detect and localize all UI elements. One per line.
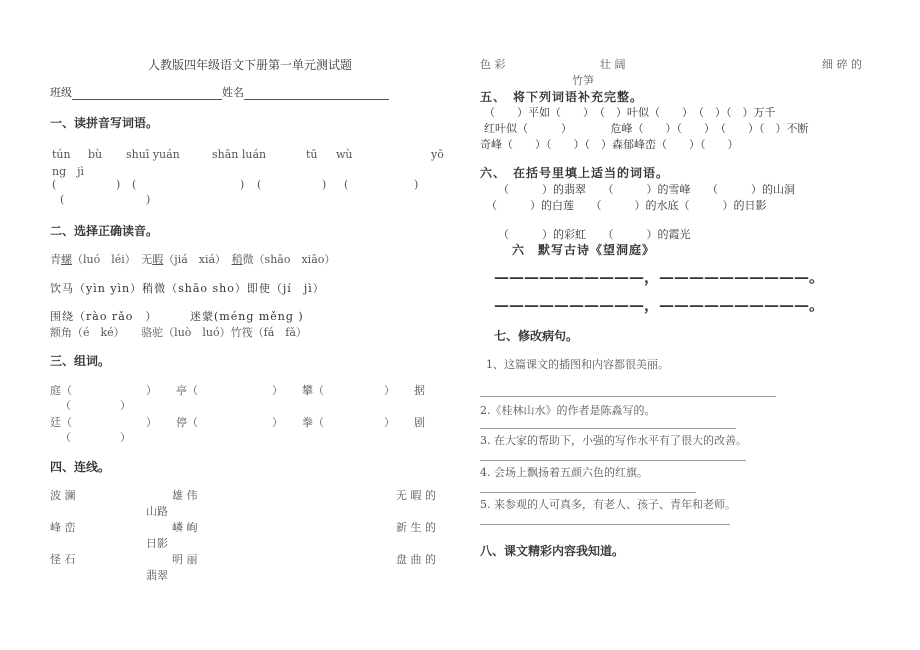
match-mid[interactable]: 明 丽 — [172, 553, 198, 566]
sentence-4: 4. 会场上飘扬着五颜六色的红旗。 — [480, 466, 648, 479]
word-cell: ） — [120, 399, 131, 412]
match-left[interactable]: 怪 石 — [50, 553, 76, 566]
s6-row2[interactable]: （ ）的白莲 （ ）的水底（ ）的日影 — [486, 199, 767, 212]
word-cell: （ — [60, 399, 71, 412]
answer-blank[interactable]: ( — [257, 178, 262, 191]
match-left[interactable]: 波 澜 — [50, 489, 76, 502]
word-cell: 停（ — [176, 416, 198, 429]
match-right[interactable]: 新 生 的 — [396, 521, 436, 534]
match-continued-a[interactable]: 色 彩 — [480, 58, 506, 71]
match-mid[interactable]: 雄 伟 — [172, 489, 198, 502]
pinyin-wrap: ng jì — [52, 165, 85, 178]
answer-blank: ) — [414, 178, 419, 191]
answer-line[interactable] — [480, 524, 730, 525]
s2-line3a: 围绕（rào rǎo ） — [50, 310, 158, 323]
match-continued-c[interactable]: 细 碎 的 — [822, 58, 862, 71]
s2-line4: 额角（é ké） 骆驼（luò luó）竹筏（fá fǎ） — [50, 326, 307, 339]
section8-heading: 八、课文精彩内容我知道。 — [480, 544, 625, 558]
answer-blank: ) — [146, 193, 151, 206]
word-cell: ） — [120, 431, 131, 444]
section4-heading: 四、连线。 — [50, 460, 111, 474]
page-title: 人教版四年级语文下册第一单元测试题 — [148, 58, 353, 72]
s2-line3b: 迷蒙(méng měng ) — [190, 310, 304, 323]
sentence-1: 1、这篇课文的插图和内容都很美丽。 — [486, 358, 669, 371]
poem-heading: 六 默写古诗《望洞庭》 — [512, 243, 656, 257]
answer-blank[interactable]: ( — [52, 178, 57, 191]
pinyin-1: tún — [52, 148, 71, 161]
class-field[interactable] — [72, 87, 222, 100]
section5-heading: 五、 将下列词语补充完整。 — [480, 90, 644, 104]
pinyin-6: wù — [336, 148, 353, 161]
s5-row1[interactable]: （ ）平如（ ） （ ）叶似（ ） （ ）（ ）万千 — [484, 106, 776, 119]
match-mid-wrap: 翡翠 — [146, 569, 168, 582]
match-continued-d: 竹笋 — [572, 74, 594, 87]
match-continued-b[interactable]: 壮 阔 — [600, 58, 626, 71]
pinyin-7: yō — [431, 148, 444, 161]
match-right[interactable]: 无 暇 的 — [396, 489, 436, 502]
answer-line[interactable] — [480, 460, 746, 461]
answer-blank[interactable]: ( — [60, 193, 65, 206]
answer-blank: ) — [116, 178, 121, 191]
pinyin-4: shān luán — [212, 148, 267, 161]
s5-row2[interactable]: 红叶似（ ） 危峰（ ）（ ） （ ）（ ）不断 — [484, 122, 809, 135]
section2-heading: 二、选择正确读音。 — [50, 224, 159, 238]
answer-line[interactable] — [480, 492, 696, 493]
poem-line-1[interactable]: ——————————，——————————。 — [494, 268, 825, 286]
answer-blank[interactable]: ( — [344, 178, 349, 191]
word-cell: ） — [146, 416, 157, 429]
s6-row1[interactable]: （ ）的翡翠 （ ）的雪峰 （ ）的山洞 — [498, 183, 795, 196]
answer-line[interactable] — [480, 428, 736, 429]
class-label: 班级 — [50, 86, 72, 99]
name-field[interactable] — [244, 87, 389, 100]
answer-blank: ) — [240, 178, 245, 191]
match-mid-wrap: 山路 — [146, 505, 168, 518]
word-cell: ） — [384, 416, 395, 429]
word-cell: ） — [384, 384, 395, 397]
s5-row3[interactable]: 奇峰（ ）（ ）（ ）森郁峰峦（ ）（ ） — [480, 138, 739, 151]
word-cell: 剧 — [414, 416, 425, 429]
match-left[interactable]: 峰 峦 — [50, 521, 76, 534]
word-cell: 亭（ — [176, 384, 198, 397]
word-cell: 攀（ — [302, 384, 324, 397]
word-cell: ） — [146, 384, 157, 397]
word-cell: ） — [272, 416, 283, 429]
answer-blank[interactable]: ( — [132, 178, 137, 191]
sentence-3: 3. 在大家的帮助下，小强的写作水平有了很大的改善。 — [480, 434, 747, 447]
word-cell: （ — [60, 431, 71, 444]
section1-heading: 一、读拼音写词语。 — [50, 116, 159, 130]
s6-row3[interactable]: （ ）的彩虹 （ ）的霞光 — [498, 228, 691, 241]
s2-line1: 青螺（luó léi） 无暇（jiá xiá） 稍微（shāo xiāo） — [50, 253, 336, 266]
section7-heading: 七、修改病句。 — [494, 329, 579, 343]
match-mid[interactable]: 嶙 峋 — [172, 521, 198, 534]
word-cell: 廷（ — [50, 416, 72, 429]
word-cell: 据 — [414, 384, 425, 397]
name-label: 姓名 — [222, 86, 244, 99]
answer-blank: ) — [322, 178, 327, 191]
s2-line2: 饮马（yìn yìn）稍微（shāo sho）即使（jí jì） — [50, 282, 325, 295]
class-name-line — [50, 84, 389, 100]
sentence-5: 5. 来参观的人可真多，有老人、孩子、青年和老师。 — [480, 498, 736, 511]
pinyin-5: tū — [306, 148, 318, 161]
match-mid-wrap: 日影 — [146, 537, 168, 550]
word-cell: 拳（ — [302, 416, 324, 429]
match-right[interactable]: 盘 曲 的 — [396, 553, 436, 566]
poem-line-2[interactable]: ——————————，——————————。 — [494, 296, 825, 314]
answer-line[interactable] — [480, 396, 776, 397]
word-cell: 庭（ — [50, 384, 72, 397]
pinyin-3: shuī yuán — [126, 148, 180, 161]
word-cell: ） — [272, 384, 283, 397]
sentence-2: 2.《桂林山水》的作者是陈淼写的。 — [480, 404, 656, 417]
section3-heading: 三、组词。 — [50, 354, 111, 368]
section6-heading: 六、 在括号里填上适当的词语。 — [480, 166, 670, 180]
pinyin-2: bù — [88, 148, 103, 161]
